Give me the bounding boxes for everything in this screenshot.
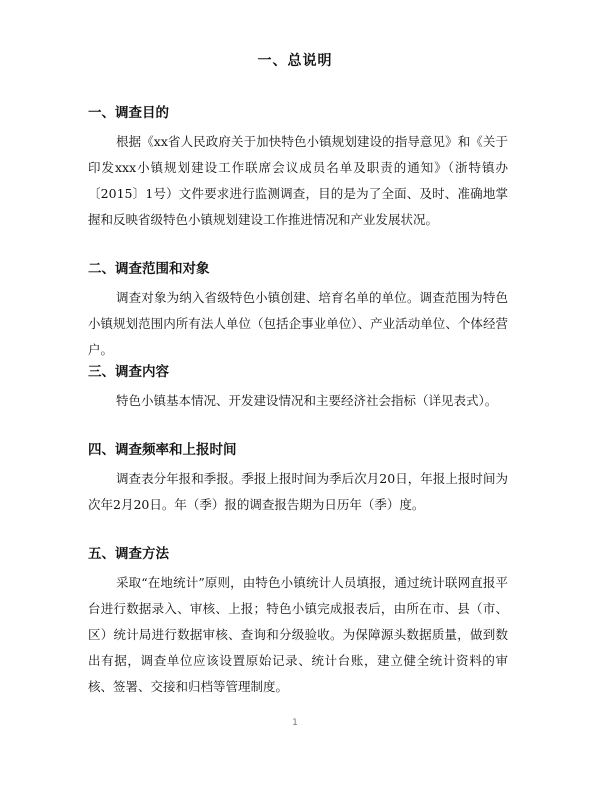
section-body: 采取“在地统计”原则，由特色小镇统计人员填报，通过统计联网直报平台进行数据录入、审核、上报；特色小镇完成报表后，由所在市、县（市、区）统计局进行数据审核、查询和分级验收。为保障源头数据质量，做到数出有据，调查单位应该设置原始记录、统计台账，建立健全统计资料的审核、签署、交接和归档等管理制度。 [88, 575, 508, 694]
page-number: 1 [292, 718, 298, 728]
section-body: 特色小镇基本情况、开发建设情况和主要经济社会指标（详见表式）。 [116, 393, 498, 408]
section-method [88, 544, 508, 700]
section-content [88, 362, 508, 414]
section-body: 调查对象为纳入省级特色小镇创建、培育名单的单位。调查范围为特色小镇规划范围内所有法人单位（包括企事业单位）、产业活动单位、个体经营户。 [88, 290, 508, 357]
section-heading: 五、调查方法 [88, 546, 169, 562]
section-body: 调查表分年报和季报。季报上报时间为季后次月20日，年报上报时间为次年2月20日。年（季）报的调查报告期为日历年（季）度。 [88, 471, 508, 512]
section-heading: 二、调查范围和对象 [88, 261, 210, 277]
document-title: 一、总说明 [257, 53, 333, 69]
section-frequency [88, 440, 508, 518]
section-heading: 四、调查频率和上报时间 [88, 442, 237, 458]
section-heading: 三、调查内容 [88, 364, 169, 380]
section-heading: 一、调查目的 [88, 105, 169, 121]
section-scope [88, 259, 508, 363]
section-body: 根据《xx省人民政府关于加快特色小镇规划建设的指导意见》和《关于印发xxx小镇规划建设工作联席会议成员名单及职责的通知》（浙特镇办〔2015〕1号）文件要求进行监测调查，目的是为了全面、及时、准确地掌握和反映省级特色小镇规划建设工作推进情况和产业发展状况。 [88, 134, 508, 227]
section-purpose [88, 103, 508, 233]
